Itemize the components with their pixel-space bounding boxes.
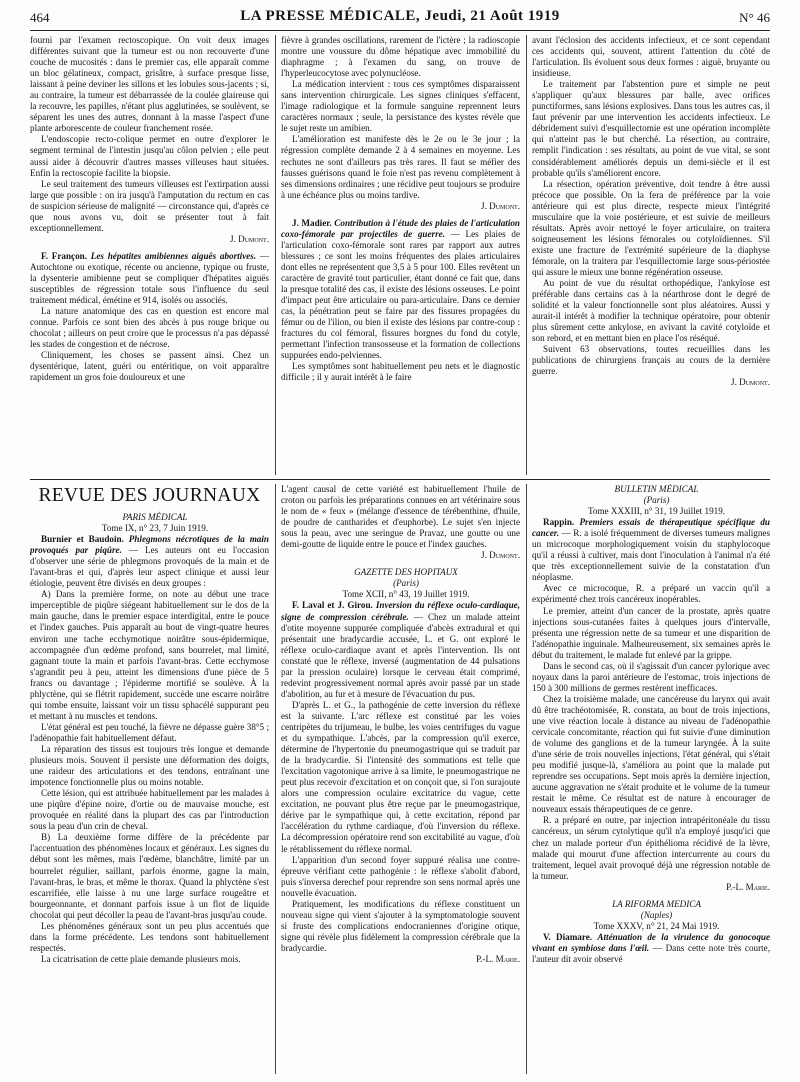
signature: P.-L. Marie.	[726, 881, 770, 892]
paragraph: Dans le second cas, où il s'agissait d'un cancer pylorique avec noyaux dans la paroi antérieure de l'estomac, trois injections de 150 à 300 millions de germes restèrent inefficaces.	[532, 660, 770, 693]
top-column-1	[30, 35, 269, 475]
page-header	[30, 8, 770, 28]
paragraph: avant l'éclosion des accidents infectieux, et ce sont cependant ces accidents qui, souvent, attirent l'attention du côté de l'articulation. Ils évoluent sous deux formes : aiguë, bruyante ou insidieuse.	[532, 35, 770, 79]
journal-name: BULLETIN MÉDICAL	[614, 484, 699, 494]
article-abstract	[281, 218, 520, 362]
header-rule	[30, 30, 770, 31]
paragraph: Avec ce microcoque, R. a préparé un vaccin qu'il a expérimenté chez trois cancéreux inopérables.	[532, 583, 770, 605]
paragraph: La cicatrisation de cette plaie demande plusieurs mois.	[41, 953, 241, 964]
article-abstract	[532, 932, 770, 965]
bottom-column-1	[30, 484, 269, 1074]
signature: J. Dumont.	[481, 550, 520, 561]
paragraph: Chez la troisième malade, une cancéreuse du larynx qui avait dû être trachéotomisée, R. constata, au bout de trois injections, une vive réaction locale à distance au niveau de l'adénopathie cervicale concomitante, réaction qui fut suivie d'une diminution de volume des ganglions et de la tumeur laryngée. À la suite d'une série de trois nouvelles injections, l'état général, qui s'était peu modifié jusque-là, s'améliora au point que la malade put reprendre ses occupations. Sept mois après la dernière injection, aucune aggravation ne s'était produite et le volume de la tumeur restait le même. Ce résultat est de nature à encourager de nouveaux essais thérapeutiques de ce genre.	[532, 693, 770, 815]
journal-name: GAZETTE DES HOPITAUX	[354, 567, 458, 578]
paragraph: Le seul traitement des tumeurs villeuses est l'extirpation aussi large que possible : on ira jusqu'à l'amputation du rectum en cas de suspicion sérieuse de malignité — circonstance qui, d'après ce que nous avons vu, doit se présenter tout à fait exceptionnellement.	[30, 178, 269, 233]
paragraph: L'amélioration est manifeste dès le 2e ou le 3e jour ; la régression complète demande 2 à 4 semaines en moyenne. Les rechutes ne sont d'ailleurs pas très rares. Il faut se méfier des fausses guérisons quand le foie n'est pas revenu complètement à ses dimensions ordinaires ; une récidive peut toujours se produire à une échéance plus ou moins tardive.	[281, 134, 520, 200]
journal-name: PARIS MÉDICAL	[122, 512, 188, 522]
paragraph: B) La deuxième forme diffère de la précédente par l'accentuation des phénomènes locaux et généraux. Les signes du début sont les mêmes, mais l'œdème, blanchâtre, limité par un bourrelet régulier, saillant, parfois énorme, gagne la main, l'avant-bras, le bras, et même le thorax. Quand la phlyctène s'est escarrifiée, elle laisse à nu une large surface rougeâtre et bourgeonnante, et donnant parfois issue à un flot de liquide chocolat qui peut décoller la peau de l'avant-bras jusqu'au coude.	[30, 832, 269, 920]
top-column-3	[532, 35, 770, 475]
journal-volume: Tome XCII, n° 43, 19 Juillet 1919.	[342, 589, 470, 600]
column-rule	[526, 484, 527, 1074]
article-abstract	[281, 600, 520, 699]
article-title: Atténuation de la virulence du gonocoque vivant en symbiose dans l'œil.	[532, 931, 770, 953]
journal-city: (Paris)	[643, 495, 670, 506]
column-rule	[275, 35, 276, 475]
article-text: — Les auteurs ont eu l'occasion d'observer une série de phlegmons provoqués de la main et de l'avant-bras et qui, d'après leur aspect clinique et aussi leur étiologie, peuvent être divisés en deux groupes :	[30, 545, 269, 589]
article-abstract	[532, 517, 770, 583]
journal-city: (Naples)	[640, 909, 673, 920]
article-author: F. Laval et J. Girou.	[292, 600, 373, 611]
paragraph: La réparation des tissus est toujours très longue et demande plusieurs mois. Souvent il persiste une déformation des doigts, une raideur des articulations et des tendons, entraînant une impotence fonctionnelle plus ou moins notable.	[30, 743, 269, 788]
paragraph: L'endoscopie recto-colique permet en outre d'explorer le segment terminal de l'intestin jusqu'au côlon pelvien ; elle peut aussi aider à découvrir d'autres masses villeuses haut situées. Enfin la rectoscopie facilite la biopsie.	[30, 134, 269, 178]
paragraph: L'état général est peu touché, la fièvre ne dépasse guère 38°5 ; l'adénopathie fait habituellement défaut.	[30, 721, 269, 743]
article-author: Burnier et Baudoin.	[41, 534, 124, 545]
article-author: J. Madier.	[292, 217, 332, 228]
column-rule	[275, 484, 276, 1074]
signature: P.-L. Marie.	[476, 953, 520, 964]
paragraph: Les symptômes sont habituellement peu nets et le diagnostic difficile ; il y aurait intérêt à le faire	[281, 361, 520, 383]
paragraph: R. a préparé en outre, par injection intrapéritonéale du tissu cancéreux, un sérum cytolytique qu'il n'a employé jusqu'ici que chez un malade porteur d'un épithélioma récidivé de la lèvre, malade qui mourut d'une affection intercurrente au cours du traitement, lequel avait provoqué déjà une régression notable de la tumeur.	[532, 815, 770, 881]
paragraph: Les phénomènes généraux sont un peu plus accentués que dans la forme précédente. Les tendons sont habituellement respectés.	[30, 920, 269, 953]
article-title: Les hépatites amibiennes aiguës abortives.	[90, 250, 257, 261]
paragraph: Cliniquement, les choses se passent ainsi. Chez un dysentérique, latent, guéri ou entéritique, on voit apparaître rapidement un gros foie douloureux et une	[30, 350, 269, 383]
paragraph: A) Dans la première forme, on note au début une trace imperceptible de piqûre siégeant habituellement sur le dos de la main gauche, dans le premier espace interdigital, entre le pouce et l'index gauches. Puis apparaît au bout de vingt-quatre heures environ une tache ecchymotique noirâtre sous-épidermique, accompagnée d'un œdème profond, sans bourrelet, mal limité, gagnant toute la main et parfois l'avant-bras. Cette ecchymose s'agrandit peu à peu, atteint les dimensions d'une pièce de 5 francs ou davantage ; l'épiderme mortifié se soulève. À la phlyctène, qui se flétrit rapidement, succède une escarre noirâtre qui tombe ensuite, laissant voir un tissu sphacélé suppurant peu et mettant à nu muscles et tendons.	[30, 589, 269, 721]
page-number: 464	[30, 10, 50, 25]
paragraph: L'apparition d'un second foyer suppuré réalisa une contre-épreuve vérifiant cette pathogénie : le réflexe s'abolit d'abord, puis s'inversa derechef pour reprendre son sens normal après une nouvelle évacuation.	[281, 854, 520, 898]
paragraph: Cette lésion, qui est attribuée habituellement par les malades à une piqûre d'épine noire, d'ortie ou de mauvaise mouche, est provoquée en réalité dans la plupart des cas par l'introduction sous la peau d'un crin de cheval.	[30, 788, 269, 832]
article-title: Inversion du réflexe oculo-cardiaque, signe de compression cérébrale.	[281, 600, 520, 622]
paragraph: Le premier, atteint d'un cancer de la prostate, après quatre injections sous-cutanées faites à quelques jours d'intervalle, présenta une régression nette de sa tumeur et une disparition de l'adénopathie inguinale. Malheureusement, six semaines après le début du traitement, le malade fut enlevé par la grippe.	[532, 605, 770, 660]
paragraph: La médication intervient : tous ces symptômes disparaissent sans intervention chirurgicale. Les signes cliniques s'effacent, l'image radiologique et la formule sanguine reprennent leurs caractères normaux ; seule, la persistance des kystes révèle que le sujet reste un amibien.	[281, 79, 520, 134]
article-abstract	[30, 251, 269, 306]
bottom-column-2	[281, 484, 520, 1074]
paragraph: D'après L. et G., la pathogénie de cette inversion du réflexe est la suivante. L'arc réflexe est constitué par les voies centripètes du trijumeau, le bulbe, les voies centrifuges du vague et du sympathique. L'abcès, par la compression qu'il exerce, détermine de l'hypertonie du pneumogastrique qui se traduit par de la bradycardie. Si l'intensité des sommations est telle que l'excitation vagotonique arrive à sa limite, le pneumogastrique ne peut plus recevoir d'excitation et on conçoit que, si l'on surajoute alors une compression oculaire excitatrice du vague, cette excitation, ne pouvant plus être reçue par le pneumogastrique, dérive par le sympathique qui, à cette excitation, répond par l'accélération du rythme cardiaque, d'où l'inversion du réflexe. La décompression opératoire rend son excitabilité au vague, d'où le rétablissement du réflexe normal.	[281, 699, 520, 854]
paragraph: fièvre à grandes oscillations, rarement de l'ictère ; la radioscopie montre une voussure du dôme hépatique avec immobilité du diaphragme ; à l'examen du sang, on trouve de l'hyperleucocytose avec polynucléose.	[281, 35, 520, 79]
journal-volume: Tome XXXV, n° 21, 24 Mai 1919.	[593, 920, 720, 931]
article-author: F. Françon.	[41, 250, 88, 261]
paragraph: Au point de vue du résultat orthopédique, l'ankylose est préférable dans certains cas à la néarthrose dont le degré de solidité et la valeur fonctionnelle sont plus aléatoires. Aussi y aurait-il intérêt à modifier la technique opératoire, pour obtenir plus sûrement cette ankylose, en avivant la cavité cotyloïde et son rebord, et en mettant bien en place l'os réséqué.	[532, 278, 770, 344]
article-text: — Chez un malade atteint d'otite moyenne suppurée compliquée d'abcès extradural et qui présentait une bradycardie accusée, L. et G. ont exploré le réflexe oculo-cardiaque avant et après l'intervention. Ils ont constaté que le réflexe, inversé (augmentation de 44 pulsations par la pression oculaire) lorsque le cerveau était comprimé, redevint progressivement normal après avoir passé par un stade d'abolition, au fur et à mesure de l'évacuation du pus.	[281, 611, 520, 699]
paragraph: La résection, opération préventive, doit tendre à être aussi précoce que possible. On la fera de préférence par la voie antérieure qui est plus directe, respecte mieux l'intégrité musculaire que la voie postérieure, et est suivie de meilleurs résultats. Après avoir nettoyé le foyer articulaire, on traitera soigneusement les lésions fémorales ou cotyloïdiennes. S'il existe une fracture de l'extrémité supérieure de la diaphyse fémorale, on la traitera par l'esquillectomie large sous-périostée qui assure le mieux une bonne régénération osseuse.	[532, 178, 770, 277]
journal-name: LA RIFORMA MEDICA	[612, 898, 701, 909]
paragraph: L'agent causal de cette variété est habituellement l'huile de croton ou parfois les préparations connues en art vétérinaire sous le nom de « feux » (mélange d'essence de térébenthine, d'huile, de poudre de cantharides et d'euphorbe). Le sujet s'en injecte sous la peau, avec une seringue de Pravaz, une goutte ou une demi-goutte de liquide entre le pouce et l'index gauches.	[281, 484, 520, 550]
column-rule	[526, 35, 527, 475]
article-title: Premiers essais de thérapeutique spécifique du cancer.	[532, 517, 770, 539]
signature: J. Dumont.	[481, 200, 520, 211]
article-text: — Dans cette note très courte, l'auteur dit avoir observé	[532, 942, 770, 964]
signature: J. Dumont.	[230, 233, 269, 244]
article-title: Phlegmons nécrotiques de la main provoqués par piqûre.	[30, 534, 269, 556]
article-text: — Autochtone ou exotique, récente ou ancienne, typique ou fruste, la dysenterie amibienne peut se compliquer d'hépatites aiguës susceptibles de régression totale sous l'influence du seul traitement médical, émétine et 914, isolés ou associés.	[30, 250, 269, 306]
paragraph: Suivent 63 observations, toutes recueillies dans les publications de chirurgiens français au cours de la dernière guerre.	[532, 344, 770, 377]
issue-number: N° 46	[739, 10, 770, 25]
paragraph: Le traitement par l'abstention pure et simple ne peut s'appliquer qu'aux blessures par balle, avec orifices punctiformes, sans lésions explosives. Dans tous les autres cas, il faut prévenir par une intervention les accidents infectieux. Le débridement suivi d'esquillectomie est une opération incomplète qui n'atteint pas le but cherché. La résection, au contraire, remplit l'indication : ses résultats, au point de vue vital, se sont considérablement améliorés depuis un demi-siècle et il est probable qu'ils s'améliorent encore.	[532, 79, 770, 178]
article-text: — Les plaies de l'articulation coxo-fémorale sont rares par rapport aux autres blessures ; ce sont les moins fréquentes des plaies articulaires dont elles ne représentent que 3,5 à 5 pour 100. Elles revêtent un caractère de gravité tout particulier, étant donné ce fait que, dans la presque totalité des cas, il existe des lésions osseuses. Le point d'impact peut être articulaire ou para-articulaire. Dans ce dernier cas, la pénétration peut se faire par des fissures propagées du fémur ou de l'ilion, ou bien il existe des lésions par contre-coup : fractures du col fémoral, fissures borgnes du fond du cotyle, permettant l'infection transosseuse et la formation de collections suppurées endo-pelviennes.	[281, 228, 520, 361]
top-column-2	[281, 35, 520, 475]
journal-volume: Tome IX, n° 23, 7 Juin 1919.	[101, 523, 209, 534]
section-rule	[30, 479, 770, 480]
masthead-title: LA PRESSE MÉDICALE, Jeudi, 21 Août 1919	[240, 8, 560, 24]
bottom-column-3	[532, 484, 770, 1074]
signature: J. Dumont.	[731, 377, 770, 388]
article-author: Rappin.	[543, 517, 575, 528]
paragraph: fourni par l'examen rectoscopique. On voit deux images différentes suivant que la tumeur est ou non recouverte d'une couche de mucosités : dans le premier cas, elle apparaît comme un bloc gélatineux, compact, grisâtre, à surface presque lisse, laissant à peine deviner les sillons et les lobules sous-jacents ; si, au contraire, la tumeur est débarrassée de la coulée glaireuse qui la recouvre, les papilles, n'étant plus agglutinées, se soulèvent, se séparent les unes des autres, donnant à la masse l'aspect d'une plante arborescente de couleur franchement rosée.	[30, 35, 269, 134]
article-abstract	[30, 534, 269, 589]
paragraph: Pratiquement, les modifications du réflexe constituent un nouveau signe qui vient s'ajouter à la symptomatologie souvent si fruste des complications endocraniennes d'origine otique, signe qui révèle plus fidèlement la compression cérébrale que la bradycardie.	[281, 898, 520, 953]
journal-volume: Tome XXXIII, n° 31, 19 Juillet 1919.	[587, 506, 726, 517]
article-author: V. Diamare.	[543, 931, 593, 942]
paragraph: La nature anatomique des cas en question est encore mal connue. Parfois ce sont bien des abcès à pus rouge brique ou chocolat ; ailleurs on peut croire que le processus n'a pas dépassé les stades de congestion et de nécrose.	[30, 306, 269, 350]
journal-city: (Paris)	[393, 578, 419, 589]
article-text: — R. a isolé fréquemment de diverses tumeurs malignes un microcoque morphologiquement voisin du staphylocoque qu'il a réussi à cultiver, mais dont l'inoculation à l'animal n'a été que très exceptionnellement suivie de la constatation d'un néoplasme.	[532, 528, 770, 583]
article-title: Contribution à l'étude des plaies de l'articulation coxo-fémorale par projectiles de guerre.	[281, 217, 520, 239]
section-title: REVUE DES JOURNAUX	[38, 485, 261, 506]
